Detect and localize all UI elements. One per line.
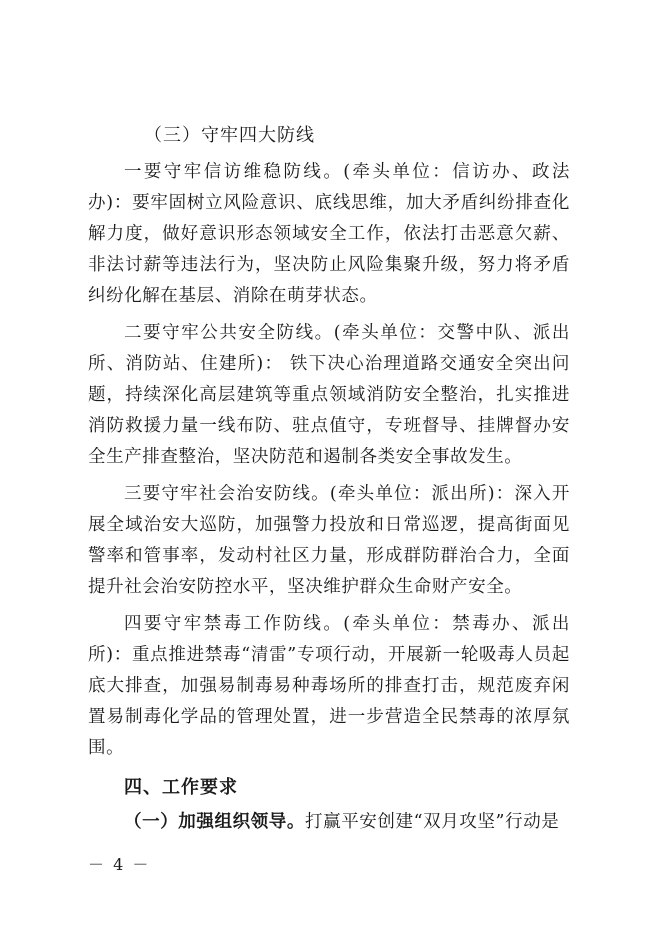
paragraph-public-safety: 二要守牢公共安全防线。(牵头单位：交警中队、派出所、消防站、住建所)： 铁下决心治理道路交通安全突出问题，持续深化高层建筑等重点领域消防安全整治，扎实推进消防救援力量一线布防、驻点值守，专班督导、挂牌督办安全生产排查整治，坚决防范和遏制各类安全事故发生。 [88,323,570,467]
document-body [88,120,570,844]
paragraph-social-security: 三要守牢社会治安防线。(牵头单位：派出所)：深入开展全域治安大巡防，加强警力投放和日常巡逻，提高街面见警率和管事率，发动村社区力量，形成群防群治合力，全面提升社会治安防控水平，坚决维护群众生命财产安全。 [88,484,570,597]
paragraph-organization-leadership [88,807,570,838]
organization-leadership-text: 打赢平安创建“双月攻坚”行动是 [305,812,560,832]
paragraph-drug-control: 四要守牢禁毒工作防线。(牵头单位：禁毒办、派出所)：重点推进禁毒“清雷”专项行动，开展新一轮吸毒人员起底大排查，加强易制毒易种毒场所的排查打击，规范废弃闲置易制毒化学品的管理处置，进一步营造全民禁毒的浓厚氛围。 [88,614,570,758]
organization-leadership-lead: （一）加强组织领导。 [124,812,305,832]
paragraph-petition-stability: 一要守牢信访维稳防线。(牵头单位：信访办、政法办)：要牢固树立风险意识、底线思维，加大矛盾纠纷排查化解力度，做好意识形态领域安全工作，依法打击恶意欠薪、非法讨薪等违法行为，坚决防止风险集聚升级，努力将矛盾纠纷化解在基层、消除在萌芽状态。 [88,162,570,306]
section-three-heading: （三）守牢四大防线 [144,125,315,146]
page-number: － 4 － [88,855,151,874]
section-four-heading: 四、工作要求 [124,777,238,798]
